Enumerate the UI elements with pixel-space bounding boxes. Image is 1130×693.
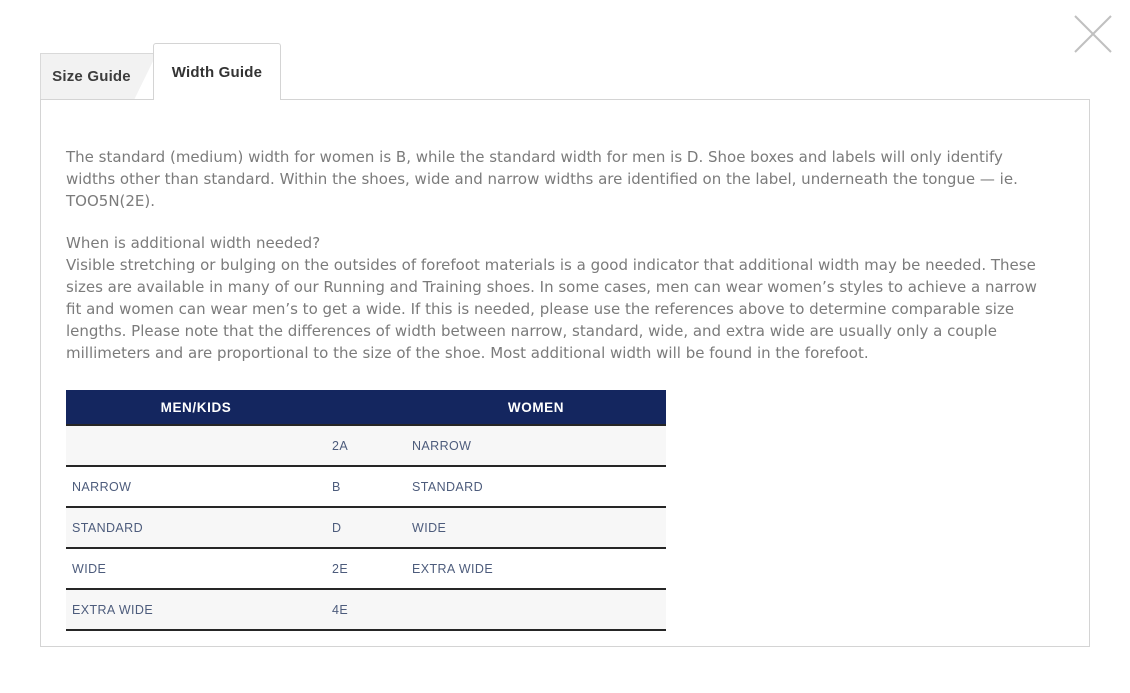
cell-men: NARROW [66, 466, 326, 507]
cell-men: WIDE [66, 548, 326, 589]
cell-women: EXTRA WIDE [406, 548, 666, 589]
cell-code: B [326, 466, 406, 507]
table-row [66, 548, 666, 589]
width-guide-panel [40, 99, 1090, 647]
cell-men [66, 425, 326, 466]
close-icon [1073, 14, 1113, 54]
table-row [66, 507, 666, 548]
tab-width-guide[interactable] [153, 43, 281, 100]
width-conversion-table [66, 390, 666, 631]
table-header-code [326, 390, 406, 425]
table-row [66, 425, 666, 466]
cell-women: NARROW [406, 425, 666, 466]
answer-paragraph: Visible stretching or bulging on the outsides of forefoot materials is a good indicator that additional width may be needed. These sizes are available in many of our Running and Training shoes. In some cases, men can wear women’s styles to achieve a narrow fit and women can wear men’s to get a wide. If this is needed, please use the references above to determine comparable size lengths. Please note that the differences of width between narrow, standard, wide, and extra wide are usually only a couple millimeters and are proportional to the size of the shoe. Most additional width will be found in the forefoot. [66, 256, 1037, 362]
table-header-men-kids: MEN/KIDS [66, 390, 326, 425]
tab-width-guide-label: Width Guide [171, 63, 263, 81]
tab-size-guide[interactable] [40, 53, 157, 99]
tab-size-guide-label: Size Guide [52, 68, 131, 85]
close-button[interactable] [1070, 11, 1116, 57]
cell-women: STANDARD [406, 466, 666, 507]
cell-code: 4E [326, 589, 406, 630]
cell-women: WIDE [406, 507, 666, 548]
cell-men: STANDARD [66, 507, 326, 548]
table-header-row [66, 390, 666, 425]
cell-code: 2A [326, 425, 406, 466]
intro-paragraph: The standard (medium) width for women is B, while the standard width for men is D. Shoe boxes and labels will only identify widths other than standard. Within the shoes, wide and narrow widths are identified on the label, underneath the tongue — ie. TOO5N(2E). [66, 148, 1018, 210]
table-header-women: WOMEN [406, 390, 666, 425]
cell-men: EXTRA WIDE [66, 589, 326, 630]
cell-code: D [326, 507, 406, 548]
table-row [66, 589, 666, 630]
question-line: When is additional width needed? [66, 234, 321, 252]
table-row [66, 466, 666, 507]
cell-code: 2E [326, 548, 406, 589]
cell-women [406, 589, 666, 630]
